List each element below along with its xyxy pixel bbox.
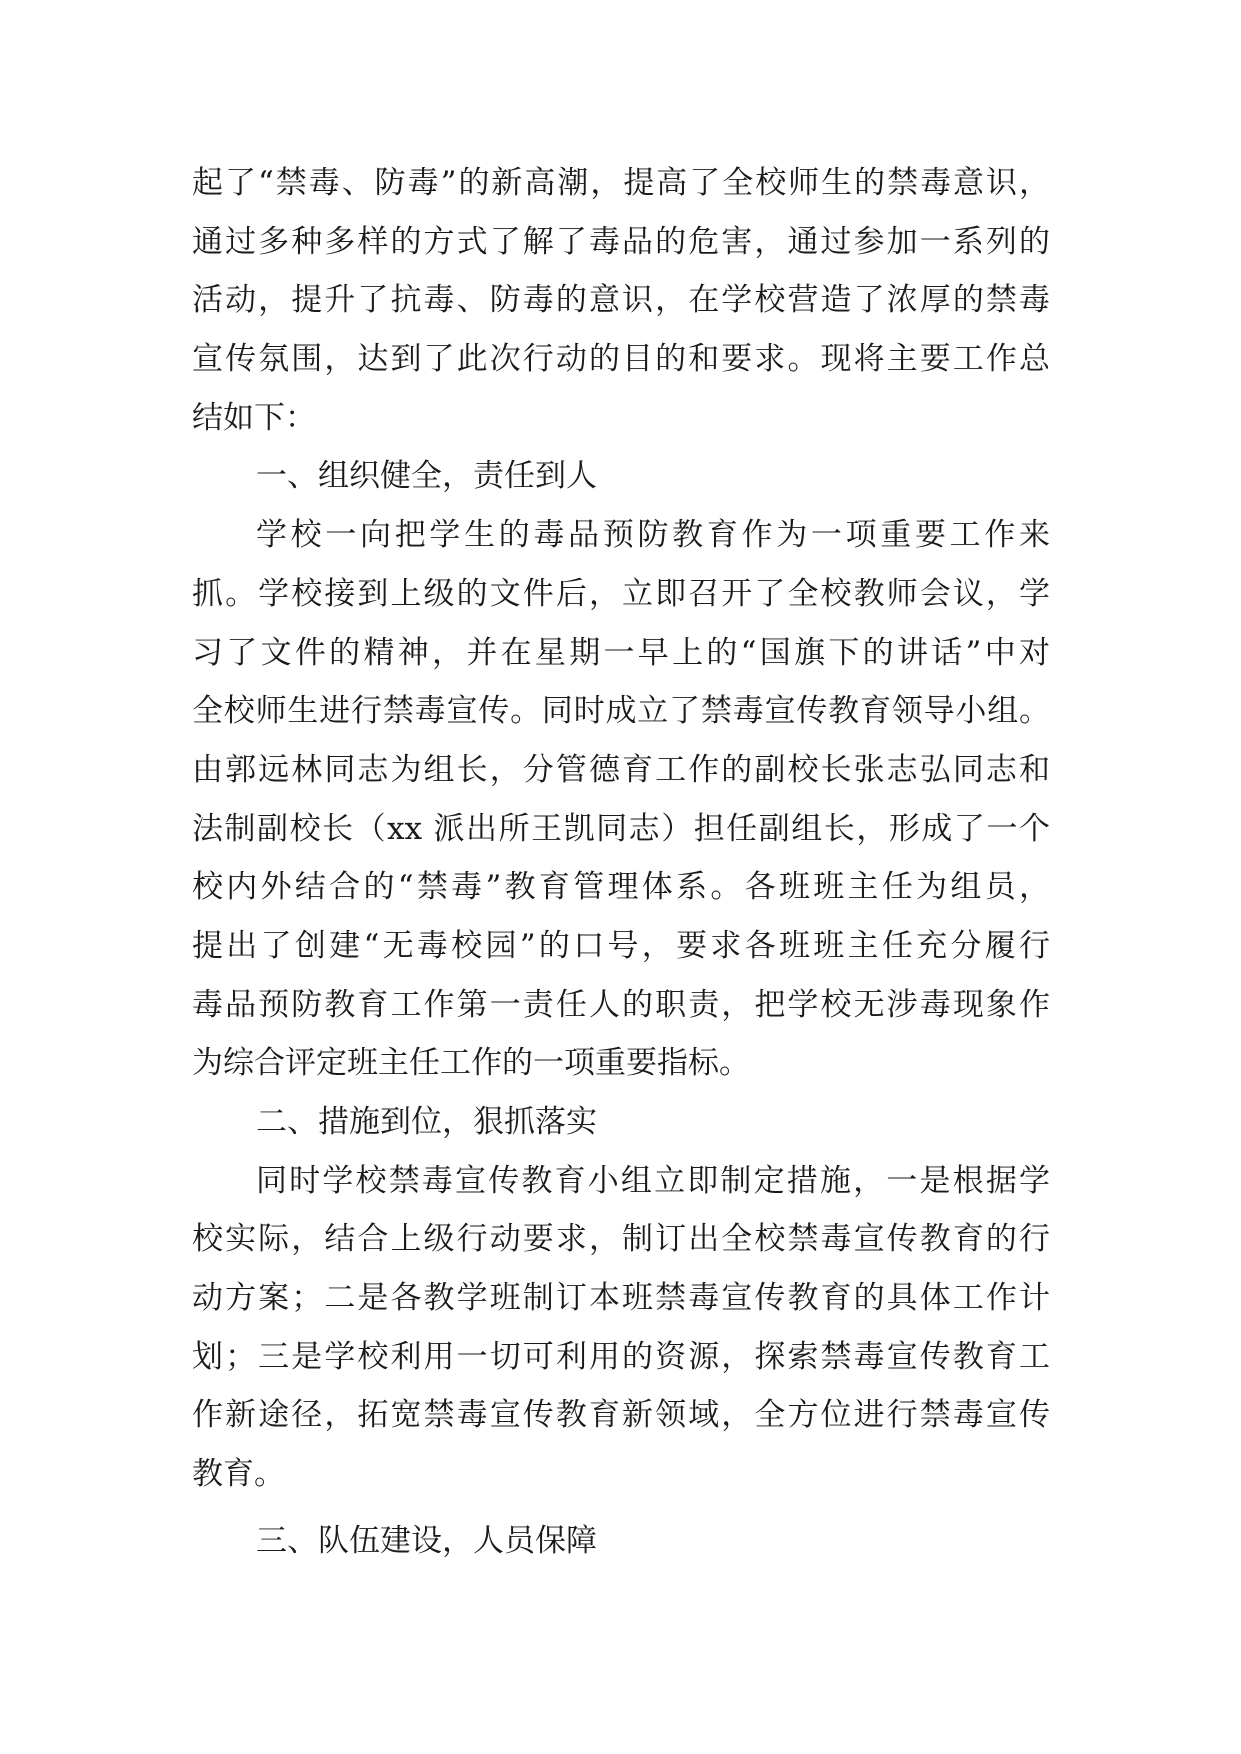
paragraph-line: 由郭远林同志为组长，分管德育工作的副校长张志弘同志和 (192, 751, 1050, 788)
paragraph-line: 法制副校长（xx 派出所王凯同志）担任副组长，形成了一个 (192, 810, 1050, 847)
paragraph-line: 学校一向把学生的毒品预防教育作为一项重要工作来 (256, 517, 1050, 554)
paragraph-line: 教育。 (192, 1456, 285, 1493)
intro-line: 通过多种多样的方式了解了毒品的危害，通过参加一系列的 (192, 223, 1050, 260)
paragraph-line: 校实际，结合上级行动要求，制订出全校禁毒宣传教育的行 (192, 1221, 1050, 1258)
intro-line: 起了“禁毒、防毒”的新高潮，提高了全校师生的禁毒意识， (192, 165, 1050, 201)
paragraph-line: 抓。学校接到上级的文件后，立即召开了全校教师会议，学 (192, 575, 1050, 612)
intro-line: 宣传氛围，达到了此次行动的目的和要求。现将主要工作总 (192, 341, 1050, 378)
paragraph-line: 提出了创建“无毒校园”的口号，要求各班班主任充分履行 (192, 927, 1050, 964)
paragraph-line: 毒品预防教育工作第一责任人的职责，把学校无涉毒现象作 (192, 986, 1050, 1023)
paragraph-line: 划；三是学校利用一切可利用的资源，探索禁毒宣传教育工 (192, 1338, 1050, 1375)
intro-line: 活动，提升了抗毒、防毒的意识，在学校营造了浓厚的禁毒 (192, 282, 1050, 319)
spacer (192, 1504, 1050, 1512)
document-body (192, 154, 1050, 1571)
paragraph-line: 校内外结合的“禁毒”教育管理体系。各班班主任为组员， (192, 869, 1050, 906)
section-heading-1: 一、组织健全，责任到人 (256, 458, 597, 495)
paragraph-line: 全校师生进行禁毒宣传。同时成立了禁毒宣传教育领导小组。 (192, 693, 1050, 730)
paragraph-line: 动方案；二是各教学班制订本班禁毒宣传教育的具体工作计 (192, 1280, 1050, 1317)
paragraph-line: 为综合评定班主任工作的一项重要指标。 (192, 1045, 750, 1082)
intro-line: 结如下： (192, 399, 316, 436)
paragraph-line: 习了文件的精神，并在星期一早上的“国旗下的讲话”中对 (192, 634, 1050, 671)
section-heading-3: 三、队伍建设，人员保障 (256, 1522, 597, 1559)
paragraph-line: 同时学校禁毒宣传教育小组立即制定措施，一是根据学 (256, 1162, 1050, 1199)
section-heading-2: 二、措施到位，狠抓落实 (256, 1104, 597, 1140)
paragraph-line: 作新途径，拓宽禁毒宣传教育新领域，全方位进行禁毒宣传 (192, 1397, 1050, 1434)
